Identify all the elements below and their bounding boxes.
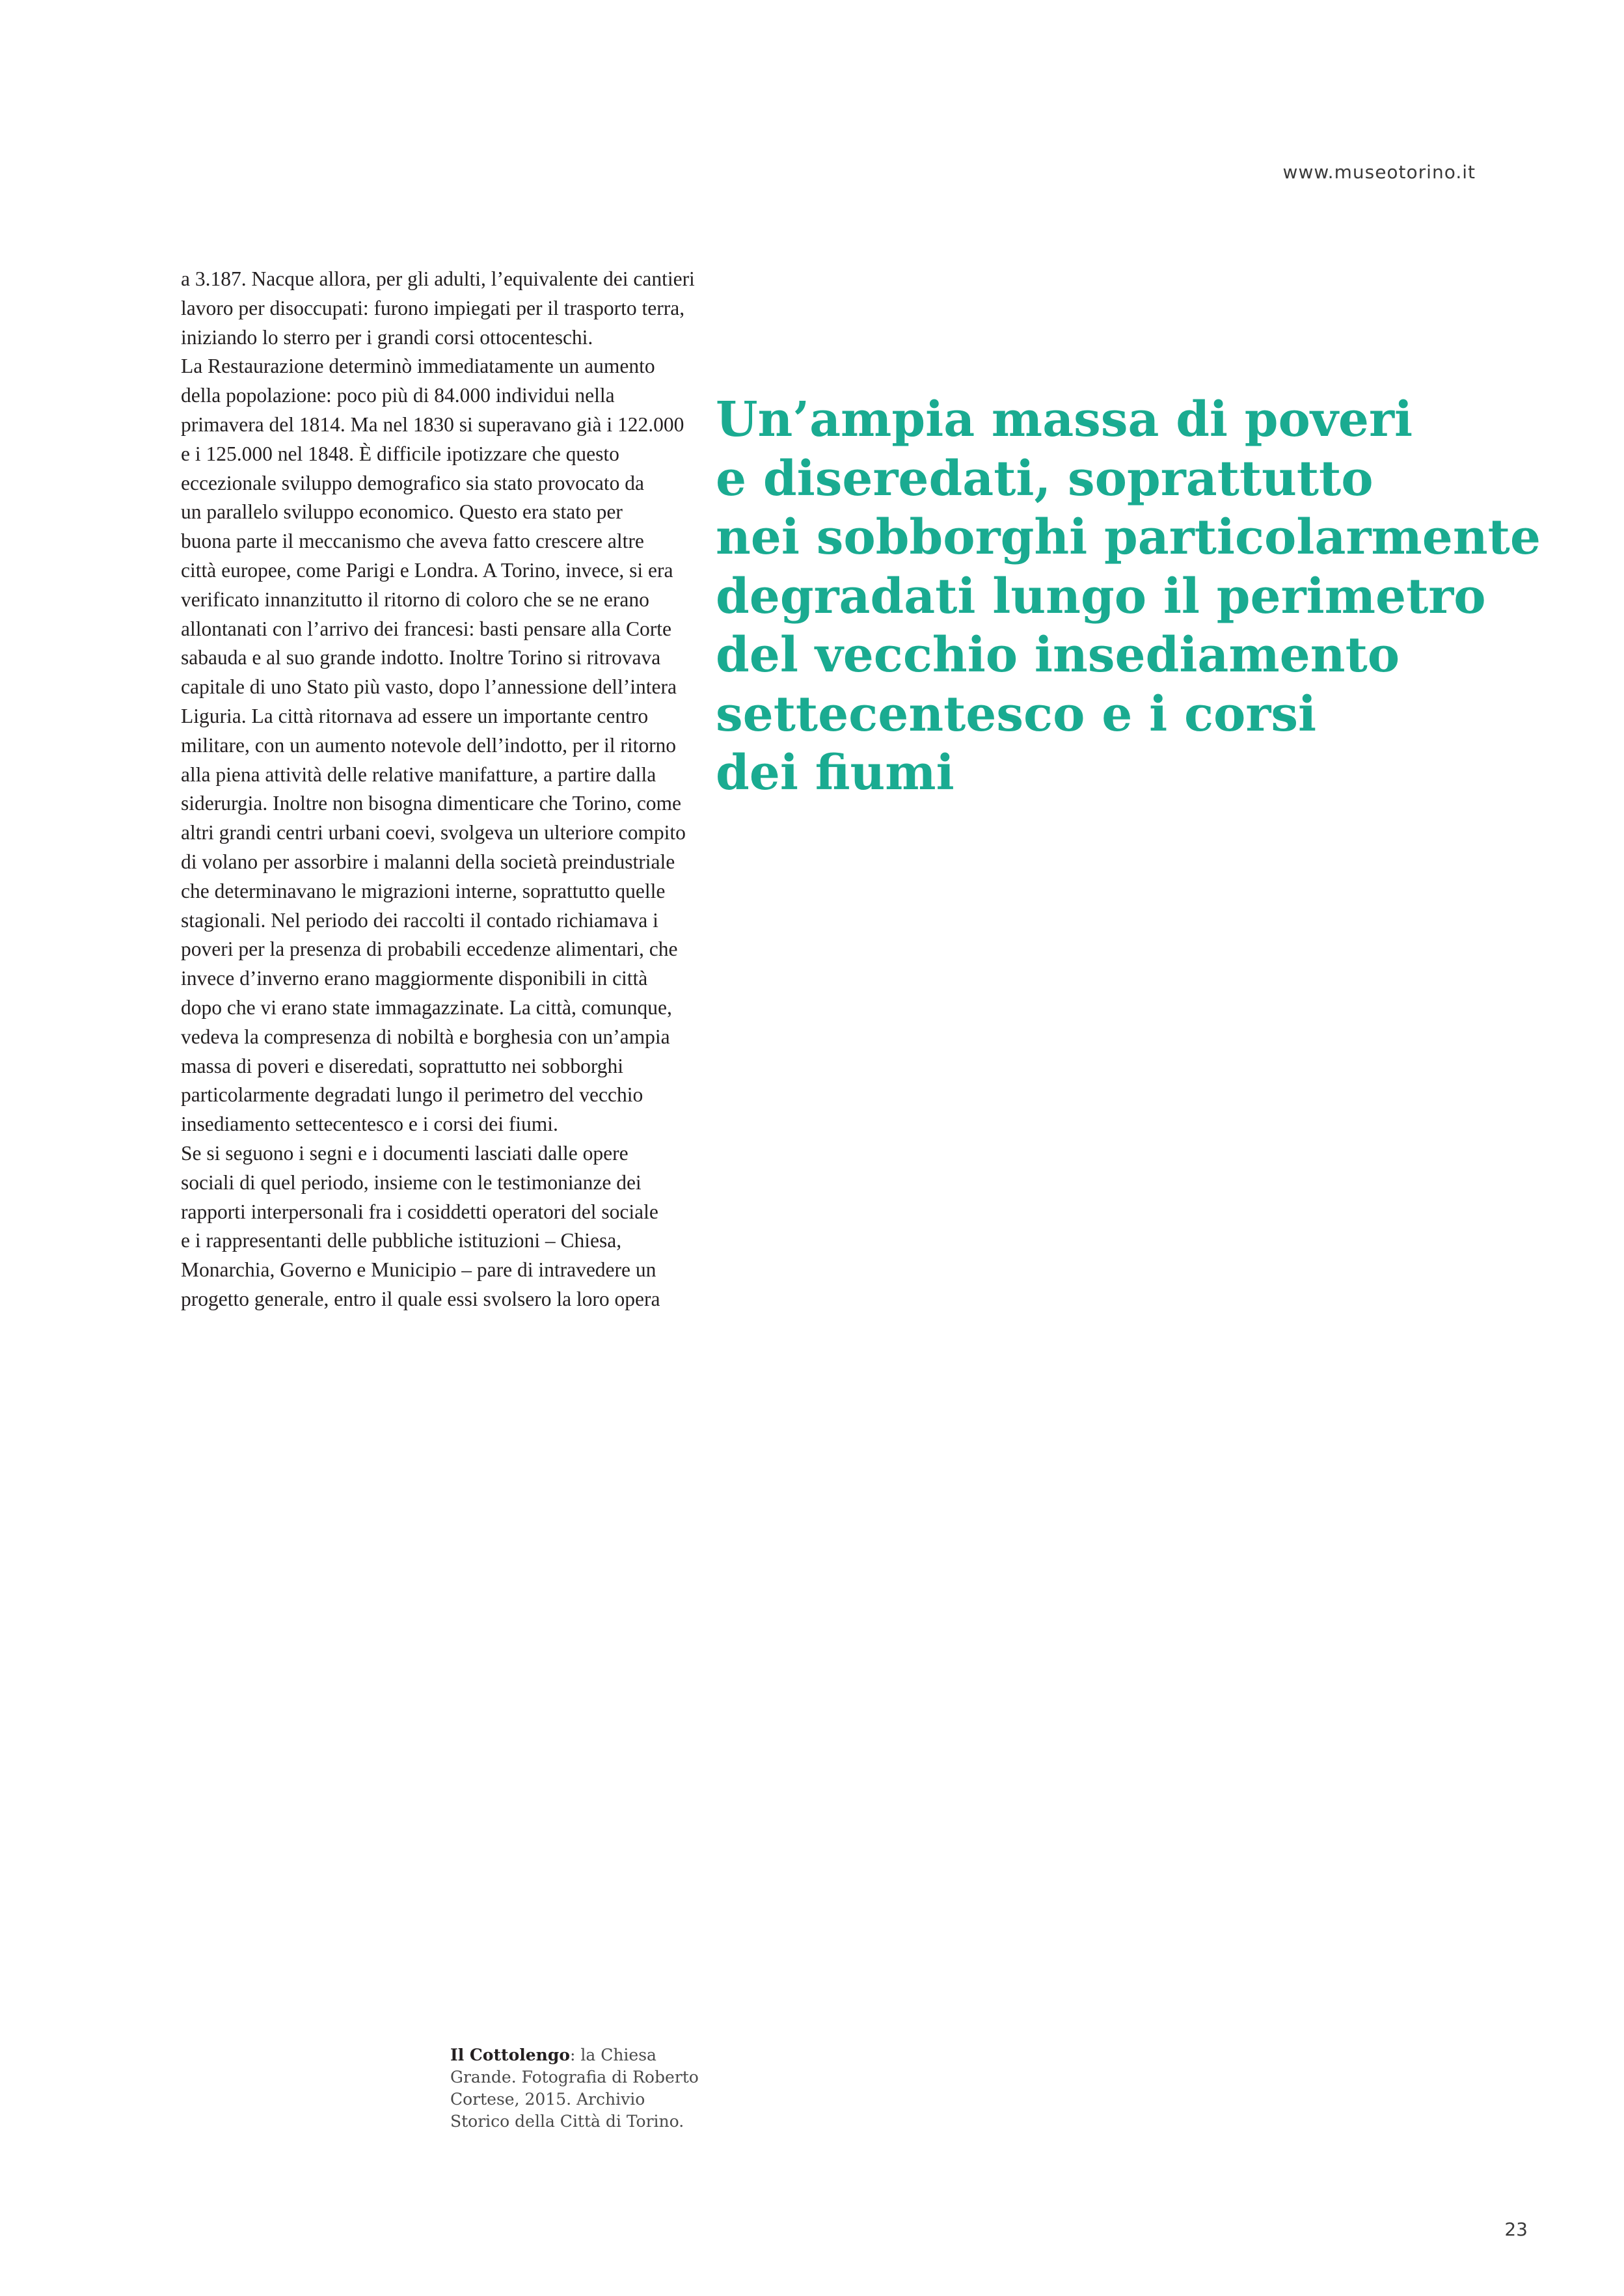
pull-quote-line: dei fiumi — [716, 745, 954, 801]
body-line: allontanati con l’arrivo dei francesi: basti pensare alla Corte — [181, 617, 671, 640]
pull-quote — [716, 390, 1541, 803]
body-line: invece d’inverno erano maggiormente disponibili in città — [181, 967, 648, 990]
body-line: un parallelo sviluppo economico. Questo era stato per — [181, 500, 623, 524]
body-line: insediamento settecentesco e i corsi dei fiumi. — [181, 1113, 558, 1136]
site-url: www.museotorino.it — [1282, 161, 1476, 183]
body-line: Liguria. La città ritornava ad essere un importante centro — [181, 704, 649, 727]
body-line: iniziando lo sterro per i grandi corsi ottocenteschi. — [181, 325, 593, 349]
photo-caption — [450, 2044, 724, 2133]
body-line: alla piena attività delle relative manifatture, a partire dalla — [181, 763, 656, 786]
body-line: rapporti interpersonali fra i cosiddetti operatori del sociale — [181, 1200, 658, 1223]
body-line: poveri per la presenza di probabili eccedenze alimentari, che — [181, 938, 678, 961]
article-body — [181, 265, 714, 1314]
body-line: progetto generale, entro il quale essi svolsero la loro opera — [181, 1287, 660, 1310]
body-line: primavera del 1814. Ma nel 1830 si superavano già i 122.000 — [181, 412, 684, 436]
body-line: a 3.187. Nacque allora, per gli adulti, l’equivalente dei cantieri — [181, 267, 695, 290]
body-line: Se si seguono i segni e i documenti lasciati dalle opere — [181, 1141, 629, 1165]
body-line: militare, con un aumento notevole dell’indotto, per il ritorno — [181, 733, 677, 757]
body-line: verificato innanzitutto il ritorno di coloro che se ne erano — [181, 588, 649, 611]
pull-quote-line: settecentesco e i corsi — [716, 686, 1317, 742]
body-line: particolarmente degradati lungo il perimetro del vecchio — [181, 1083, 643, 1107]
caption-line — [450, 2044, 724, 2066]
body-line: massa di poveri e diseredati, soprattutto nei sobborghi — [181, 1054, 624, 1077]
pull-quote-line: del vecchio insediamento — [716, 627, 1400, 683]
body-line: siderurgia. Inoltre non bisogna dimenticare che Torino, come — [181, 792, 682, 815]
body-line: di volano per assorbire i malanni della società preindustriale — [181, 850, 675, 873]
caption-line: Cortese, 2015. Archivio — [450, 2090, 645, 2109]
pull-quote-line: degradati lungo il perimetro — [716, 568, 1486, 625]
caption-line: Grande. Fotografia di Roberto — [450, 2068, 699, 2087]
body-line: dopo che vi erano state immagazzinate. La città, comunque, — [181, 995, 672, 1019]
pull-quote-line: e diseredati, soprattutto — [716, 450, 1374, 507]
caption-line: Storico della Città di Torino. — [450, 2112, 684, 2131]
body-line: eccezionale sviluppo demografico sia stato provocato da — [181, 471, 644, 494]
page-number: 23 — [1504, 2219, 1528, 2240]
body-line: sociali di quel periodo, insieme con le testimonianze dei — [181, 1170, 642, 1194]
body-line: lavoro per disoccupati: furono impiegati per il trasporto terra, — [181, 296, 685, 319]
body-line: città europee, come Parigi e Londra. A Torino, invece, si era — [181, 558, 673, 582]
body-line: della popolazione: poco più di 84.000 individui nella — [181, 384, 615, 407]
caption-text: : la Chiesa — [569, 2046, 656, 2064]
body-line: capitale di uno Stato più vasto, dopo l’annessione dell’intera — [181, 675, 677, 699]
body-line: buona parte il meccanismo che aveva fatto crescere altre — [181, 530, 644, 553]
body-line: e i rappresentanti delle pubbliche istituzioni – Chiesa, — [181, 1229, 622, 1252]
pull-quote-line: nei sobborghi particolarmente — [716, 509, 1541, 565]
body-line: stagionali. Nel periodo dei raccolti il contado richiamava i — [181, 908, 658, 932]
caption-title: Il Cottolengo — [450, 2046, 570, 2064]
body-line: La Restaurazione determinò immediatamente un aumento — [181, 355, 655, 378]
body-line: e i 125.000 nel 1848. È difficile ipotizzare che questo — [181, 442, 619, 465]
body-line: vedeva la compresenza di nobiltà e borghesia con un’ampia — [181, 1025, 670, 1048]
body-line: Monarchia, Governo e Municipio – pare di intravedere un — [181, 1258, 656, 1282]
pull-quote-line: Un’ampia massa di poveri — [716, 392, 1413, 448]
body-line: che determinavano le migrazioni interne, soprattutto quelle — [181, 879, 666, 902]
body-line: sabauda e al suo grande indotto. Inoltre Torino si ritrovava — [181, 646, 661, 669]
body-line: altri grandi centri urbani coevi, svolgeva un ulteriore compito — [181, 821, 686, 844]
